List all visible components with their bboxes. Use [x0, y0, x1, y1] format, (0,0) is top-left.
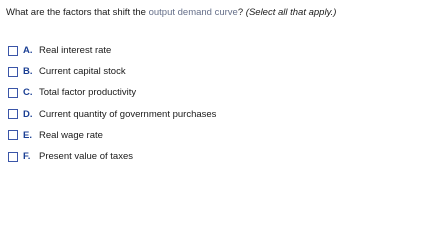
option-a-letter: A. [23, 45, 33, 57]
question-part1: What are the factors that shift the [6, 7, 149, 18]
option-d-text: Current quantity of government purchases [39, 108, 217, 120]
option-a-checkbox[interactable] [8, 46, 18, 56]
option-c-checkbox[interactable] [8, 88, 18, 98]
option-f[interactable] [8, 146, 408, 167]
question-part2: ? [237, 7, 246, 18]
option-d-checkbox[interactable] [8, 109, 18, 119]
option-e-letter: E. [23, 129, 32, 141]
option-b-letter: B. [23, 66, 33, 78]
option-b[interactable] [8, 61, 408, 82]
option-d[interactable] [8, 104, 408, 125]
option-f-text: Present value of taxes [39, 151, 133, 163]
option-c[interactable] [8, 82, 408, 103]
option-e-checkbox[interactable] [8, 130, 18, 140]
option-e-text: Real wage rate [39, 129, 103, 141]
option-c-text: Total factor productivity [39, 87, 137, 99]
answer-options [8, 40, 408, 167]
option-f-checkbox[interactable] [8, 152, 18, 162]
option-b-text: Current capital stock [39, 66, 126, 78]
question-instruction: (Select all that apply.) [245, 7, 337, 18]
question-text [6, 6, 416, 20]
option-a-text: Real interest rate [39, 45, 112, 57]
option-f-letter: F. [23, 151, 31, 163]
option-a[interactable] [8, 40, 408, 61]
question-highlight: output demand curve [148, 7, 238, 18]
option-b-checkbox[interactable] [8, 67, 18, 77]
option-d-letter: D. [23, 108, 33, 120]
option-e[interactable] [8, 125, 408, 146]
option-c-letter: C. [23, 87, 33, 99]
